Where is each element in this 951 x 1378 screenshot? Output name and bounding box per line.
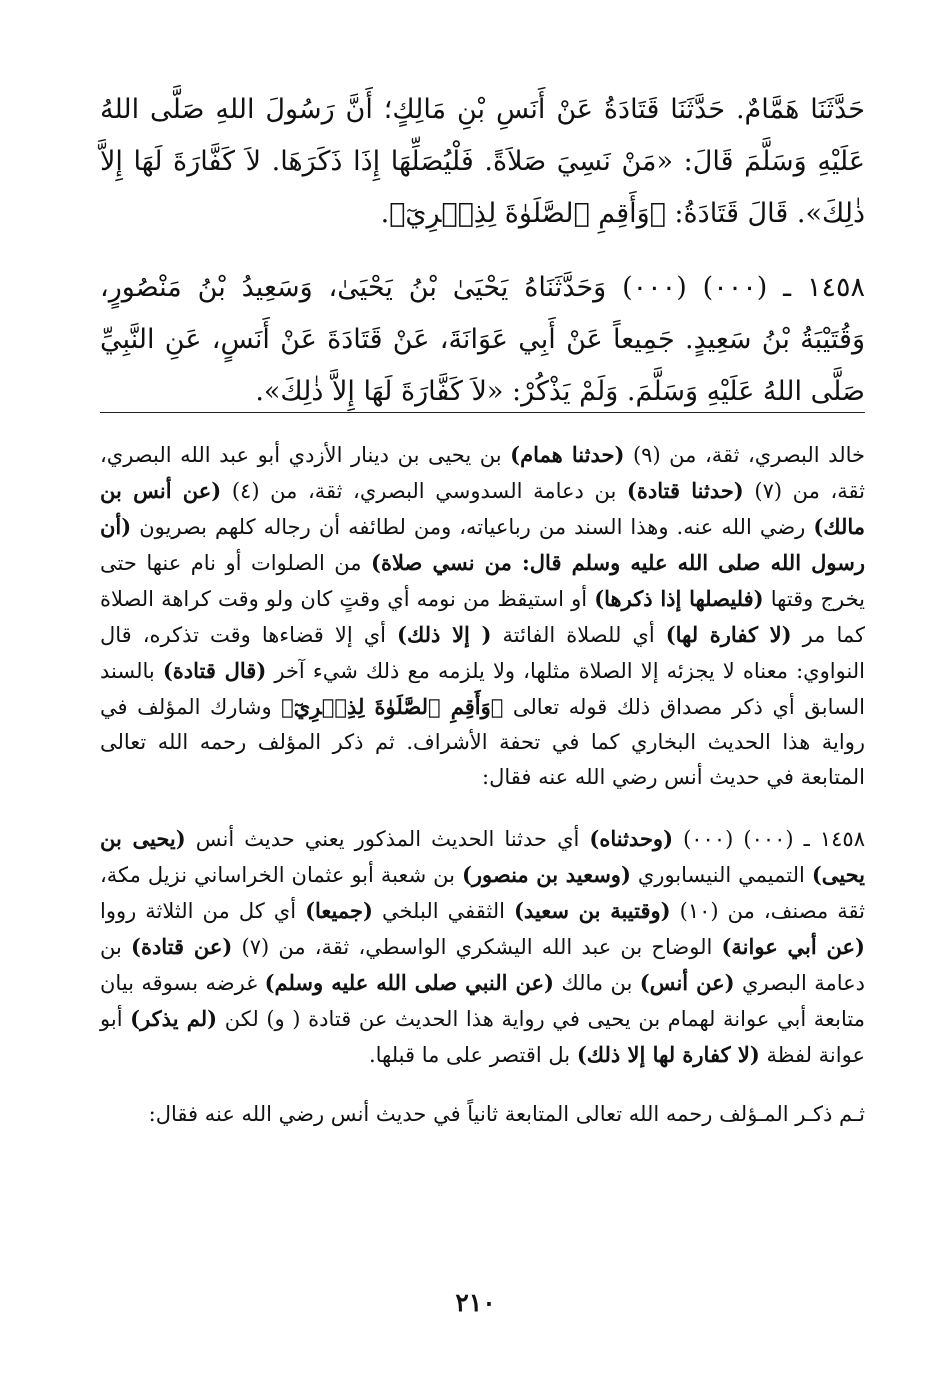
commentary-paragraph xyxy=(100,437,865,795)
text-run: التميمي النيسابوري xyxy=(630,863,812,887)
bold-phrase: (عن أنس بن مالك) xyxy=(100,478,865,539)
text-run: بن دعامة السدوسي البصري، ثقة، من (٤) xyxy=(221,479,627,503)
bold-phrase: (لا كفارة لها إلا ذلك) xyxy=(576,1042,760,1067)
bold-phrase: ( إلا ذلك) xyxy=(397,622,492,647)
footnote-divider xyxy=(100,412,865,413)
text-run: أي حدثنا الحديث المذكور يعني حديث أنس xyxy=(185,827,590,851)
bold-phrase: (عن قتادة) xyxy=(131,934,233,959)
text-run: أي إلا قضاءها وقت تذكره، قال النواوي: معناه لا يجزئه إلا الصلاة مثلها، ولا يلزمه مع ذلك شيء آخر xyxy=(100,623,865,683)
bold-phrase: (عن النبي صلى الله عليه وسلم) xyxy=(264,970,554,995)
text-run: خالد البصري، ثقة، من (٩) xyxy=(624,443,865,467)
bold-phrase: (وحدثناه) xyxy=(589,826,674,851)
text-run: الثقفي البلخي xyxy=(372,899,514,923)
bold-phrase: ﴿وَأَقِمِ ٱلصَّلَوٰةَ لِذِكۡرِيٓ﴾ xyxy=(281,694,504,719)
bold-phrase: (عن أنس) xyxy=(639,970,735,995)
text-run: أي كل من الثلاثة رووا xyxy=(100,899,306,923)
bold-phrase: (وسعيد بن منصور) xyxy=(461,862,631,887)
bold-phrase: (حدثنا همام) xyxy=(510,442,625,467)
text-run: الوضاح بن عبد الله اليشكري الواسطي، ثقة، من (٧) xyxy=(232,935,722,959)
text-run: غرضه بسوقه بيان متابعة أبي عوانة لهمام بن يحيى في رواية هذا الحديث عن قتادة ( و) لكن xyxy=(100,971,865,1031)
text-run: بل اقتصر على ما قبلها. xyxy=(368,1043,577,1067)
text-run: بالسند السابق أي ذكر مصداق ذلك قوله تعالى xyxy=(100,659,865,719)
text-run: بن مالك xyxy=(553,971,640,995)
text-run: بن يحيى بن دينار الأزدي أبو عبد الله البصري، ثقة، من (٧) xyxy=(100,443,865,503)
bold-phrase: (يحيى بن يحيى) xyxy=(100,826,866,887)
bold-phrase: (لم يذكر) xyxy=(130,1006,218,1031)
text-run: رضي الله عنه. وهذا السند من رباعياته، ومن لطائفه أن رجاله كلهم بصريون xyxy=(131,515,814,539)
text-run: بن دعامة البصري xyxy=(100,935,865,995)
text-run: أو استيقظ من نومه أي وقتٍ كان ولو وقت كراهة الصلاة كما مر xyxy=(100,587,865,647)
hadith-paragraph xyxy=(100,84,865,240)
text-run: بن شعبة أبو عثمان الخراساني نزيل مكة، ثقة مصنف، من (١٠) xyxy=(100,863,865,923)
hadith-paragraph xyxy=(100,262,865,418)
text-run: وشارك المؤلف في رواية هذا الحديث البخاري كما في تحفة الأشراف. ثم ذكر المؤلف رحمه الله تعالى المتابعة في حديث أنس رضي الله عنه فقال: xyxy=(100,695,865,789)
commentary xyxy=(100,437,865,1132)
bold-phrase: (فليصلها إذا ذكرها) xyxy=(594,586,764,611)
text-run: أي للصلاة الفائتة xyxy=(491,623,666,647)
hadith-text xyxy=(100,84,865,418)
bold-phrase: (عن أبي عوانة) xyxy=(721,934,865,959)
bold-phrase: (وقتيبة بن سعيد) xyxy=(513,898,671,923)
commentary-paragraph xyxy=(100,1097,865,1132)
text-run: ثـم ذكـر المـؤلف رحمه الله تعالى المتابعة ثانياً في حديث أنس رضي الله عنه فقال: xyxy=(148,1102,865,1126)
text-run: ١٤٥٨ ـ (٠٠٠) (٠٠٠) xyxy=(673,827,865,851)
bold-phrase: (قال قتادة) xyxy=(162,658,267,683)
text-run: أبو عوانة لفظة xyxy=(100,1007,865,1067)
commentary-paragraph xyxy=(100,821,865,1073)
page-number: ٢١٠ xyxy=(455,1288,496,1317)
bold-phrase: (حدثنا قتادة) xyxy=(626,478,744,503)
text-run: من الصلوات أو نام عنها حتى يخرج وقتها xyxy=(100,551,865,611)
bold-phrase: (لا كفارة لها) xyxy=(665,622,792,647)
text-run: ١٤٥٨ ـ (٠٠٠) (٠٠٠) وَحَدَّثَنَاهُ يَحْيَىٰ بْنُ يَحْيَىٰ، وَسَعِيدُ بْنُ مَنْصُورٍ، وَقُتَيْبَةُ بْنُ سَعِيدٍ. جَمِيعاً عَنْ أَبِي عَوَانَةَ، عَنْ قَتَادَةَ عَنْ أَنَسٍ، عَنِ النَّبِيِّ صَلَّى اللهُ عَلَيْهِ وَسَلَّمَ. وَلَمْ يَذْكُرْ: «لاَ كَفَّارَةَ لَهَا إِلاَّ ذٰلِكَ». xyxy=(100,272,865,407)
text-run: حَدَّثَنَا هَمَّامٌ. حَدَّثَنَا قَتَادَةُ عَنْ أَنَسِ بْنِ مَالِكٍ؛ أَنَّ رَسُولَ اللهِ صَلَّى اللهُ عَلَيْهِ وَسَلَّمَ قَالَ: «مَنْ نَسِيَ صَلاَةً. فَلْيُصَلِّهَا إِذَا ذَكَرَهَا. لاَ كَفَّارَةَ لَهَا إِلاَّ ذٰلِكَ». قَالَ قَتَادَةُ: ﴿وَأَقِمِ ٱلصَّلَوٰةَ لِذِكۡرِيٓ﴾. xyxy=(100,94,865,229)
bold-phrase: (أن رسول الله صلى الله عليه وسلم قال: من نسي صلاة) xyxy=(100,514,866,575)
bold-phrase: (جميعا) xyxy=(305,898,373,923)
